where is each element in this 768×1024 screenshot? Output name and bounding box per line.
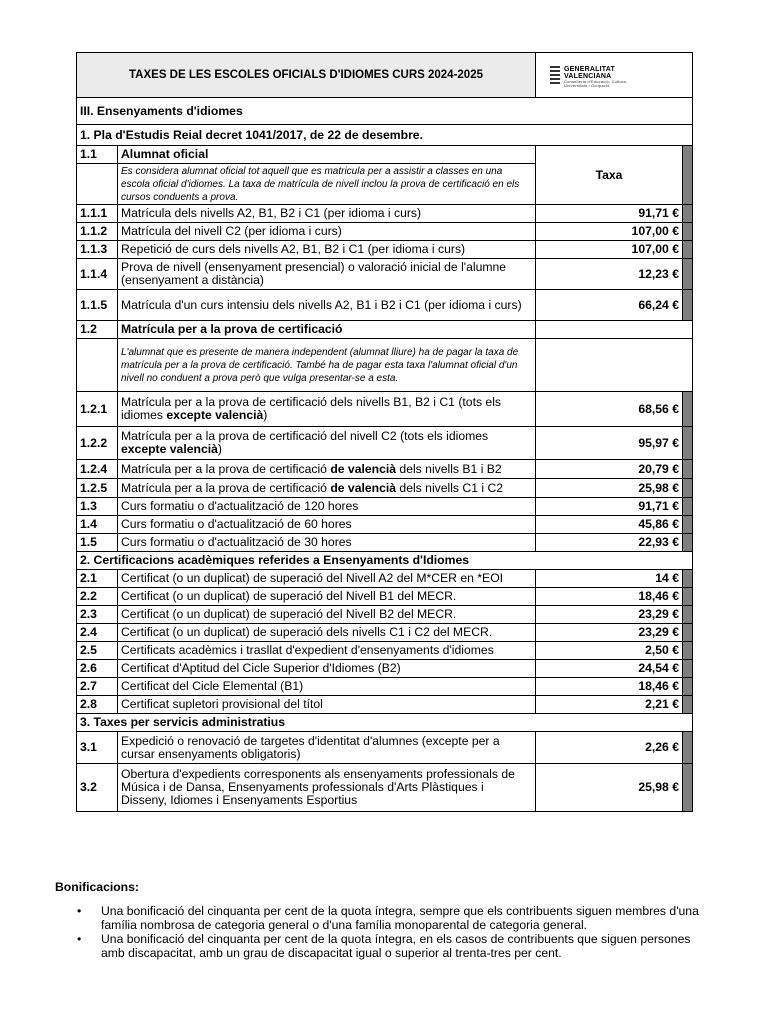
logo-name: GENERALITAT [564, 66, 615, 73]
bonificacio-item: • Una bonificació del cinquanta per cent de la quota íntegra, en els casos de contribuents que siguen persones amb discapacitat, amb un grau de discapacitat igual o superior al trenta-tres per cent. [55, 932, 715, 960]
fee-row [77, 259, 693, 290]
fee-row [77, 660, 693, 678]
gray-bar [683, 259, 693, 290]
fee-row [77, 223, 693, 241]
fee-amount: 25,98 € [536, 479, 683, 498]
group-1-2-title-row [77, 321, 693, 339]
fee-amount: 24,54 € [536, 660, 683, 678]
header-row [77, 53, 693, 98]
fee-description: Certificat del Cicle Elemental (B1) [118, 678, 536, 696]
gray-bar [683, 678, 693, 696]
fee-description: Certificat (o un duplicat) de superació del Nivell A2 del M*CER en *EOI [118, 570, 536, 588]
fee-amount: 18,46 € [536, 588, 683, 606]
fee-row [77, 460, 693, 479]
fee-code: 1.2.4 [77, 460, 118, 479]
fee-amount: 2,26 € [536, 732, 683, 764]
logo-name-2: VALENCIANA [564, 73, 612, 80]
fee-description [118, 479, 536, 498]
fee-row [77, 696, 693, 714]
fee-code: 1.1.5 [77, 290, 118, 321]
fee-description [118, 392, 536, 427]
desc-emphasis: de valencià [330, 480, 397, 495]
fee-amount: 107,00 € [536, 241, 683, 259]
logo-sub-1: Conselleria d'Educació, Cultura, [564, 79, 628, 84]
fee-code: 2.3 [77, 606, 118, 624]
fee-code: 1.1.1 [77, 205, 118, 223]
section-2-heading: 2. Certificacions acadèmiques referides a Ensenyaments d'Idiomes [77, 552, 693, 570]
gray-bar [683, 588, 693, 606]
fee-description: Matrícula d'un curs intensiu dels nivells A2, B1 i B2 i C1 (per idioma i curs) [118, 290, 536, 321]
fee-description: Matrícula del nivell C2 (per idioma i curs) [118, 223, 536, 241]
fee-description: Expedició o renovació de targetes d'identitat d'alumnes (excepte per a cursar ensenyaments obligatoris) [118, 732, 536, 764]
logo-cell [536, 53, 693, 98]
taxa-header: Taxa [536, 146, 683, 205]
section-3-heading: 3. Taxes per servicis administratius [77, 714, 693, 732]
fee-row [77, 588, 693, 606]
desc-part: Matrícula per a la prova de certificació dels nivells B1, B2 i C1 (tots els idiomes [121, 395, 502, 422]
desc-emphasis: de valencià [330, 461, 397, 476]
group-1-1-num: 1.1 [77, 146, 118, 164]
gray-bar [683, 392, 693, 427]
desc-emphasis: excepte valencià [166, 408, 264, 422]
group-1-1-title: Alumnat oficial [118, 146, 536, 164]
gray-bar [683, 534, 693, 552]
section-1-heading: 1. Pla d'Estudis Reial decret 1041/2017, de 22 de desembre. [77, 125, 693, 146]
fee-amount: 45,86 € [536, 516, 683, 534]
fee-code: 1.2.5 [77, 479, 118, 498]
fee-row [77, 392, 693, 427]
fees-table [76, 52, 693, 812]
fee-code: 2.6 [77, 660, 118, 678]
fee-code: 2.5 [77, 642, 118, 660]
fee-code: 2.7 [77, 678, 118, 696]
fee-row [77, 479, 693, 498]
fee-description: Matrícula dels nivells A2, B1, B2 i C1 (per idioma i curs) [118, 205, 536, 223]
fee-code: 2.8 [77, 696, 118, 714]
fee-amount: 18,46 € [536, 678, 683, 696]
section-III-row [77, 98, 693, 125]
fee-code: 1.1.3 [77, 241, 118, 259]
fee-row [77, 764, 693, 812]
desc-part: Matrícula per a la prova de certificació del nivell C2 (tots els idiomes [121, 429, 489, 443]
fee-code: 1.3 [77, 498, 118, 516]
desc-part: ) [217, 442, 222, 456]
gray-bar [683, 570, 693, 588]
group-1-1-title-row [77, 146, 693, 164]
fee-row [77, 732, 693, 764]
gray-bar [683, 606, 693, 624]
fee-description: Repetició de curs dels nivells A2, B1, B2 i C1 (per idioma i curs) [118, 241, 536, 259]
fee-description: Certificat d'Aptitud del Cicle Superior d'Idiomes (B2) [118, 660, 536, 678]
group-1-2-num: 1.2 [77, 321, 118, 339]
gray-bar [683, 223, 693, 241]
logo-sub-2: Universitats i Ocupació [564, 83, 610, 88]
gray-bar [683, 460, 693, 479]
fee-description: Curs formatiu o d'actualització de 30 hores [118, 534, 536, 552]
gray-bar [683, 146, 693, 205]
fee-amount: 20,79 € [536, 460, 683, 479]
fee-amount: 2,21 € [536, 696, 683, 714]
fee-code: 1.5 [77, 534, 118, 552]
gray-bar [683, 241, 693, 259]
fee-amount: 12,23 € [536, 259, 683, 290]
fee-amount: 91,71 € [536, 498, 683, 516]
fee-row [77, 205, 693, 223]
fee-code: 1.2.1 [77, 392, 118, 427]
group-1-2-note: L'alumnat que es presente de manera independent (alumnat lliure) ha de pagar la taxa de matrícula per a la prova de certificació. També ha de pagar esta taxa l'alumnat oficial d'un nivell no conduent a prova però que vulga presentar-se a esta. [118, 339, 536, 392]
desc-part: Matrícula per a la prova de certificació [121, 480, 331, 495]
fee-amount: 66,24 € [536, 290, 683, 321]
fee-description: Curs formatiu o d'actualització de 60 hores [118, 516, 536, 534]
fee-code: 3.2 [77, 764, 118, 812]
fee-amount: 25,98 € [536, 764, 683, 812]
fee-description: Certificat (o un duplicat) de superació del Nivell B2 del MECR. [118, 606, 536, 624]
fee-description: Certificat (o un duplicat) de superació del Nivell B1 del MECR. [118, 588, 536, 606]
desc-part: dels nivells B1 i B2 [396, 461, 502, 476]
desc-part: dels nivells C1 i C2 [396, 480, 504, 495]
fee-code: 1.1.2 [77, 223, 118, 241]
coat-of-arms-icon [550, 66, 560, 84]
fee-description [118, 427, 536, 460]
gray-bar [683, 660, 693, 678]
fee-amount: 2,50 € [536, 642, 683, 660]
fee-row [77, 241, 693, 259]
desc-part: ) [263, 408, 268, 422]
fee-row [77, 570, 693, 588]
fee-amount: 23,29 € [536, 624, 683, 642]
fee-description: Certificats acadèmics i trasllat d'expedient d'ensenyaments d'idiomes [118, 642, 536, 660]
section-2-row [77, 552, 693, 570]
fee-code: 1.2.2 [77, 427, 118, 460]
fee-description: Obertura d'expedients corresponents als ensenyaments professionals de Música i de Dansa, Ensenyaments professionals d'Arts Plàstiques i Disseny, Idiomes i Ensenyaments Esportius [118, 764, 536, 812]
group-1-1-note: Es considera alumnat oficial tot aquell que es matricula per a assistir a classes en una escola oficial d'idiomes. La taxa de matrícula de nivell inclou la prova de certificació en els cursos conduents a prova. [118, 164, 536, 205]
fee-row [77, 534, 693, 552]
gray-bar [683, 498, 693, 516]
document-title: TAXES DE LES ESCOLES OFICIALS D'IDIOMES CURS 2024-2025 [77, 53, 536, 98]
fee-row [77, 498, 693, 516]
fee-description: Curs formatiu o d'actualització de 120 hores [118, 498, 536, 516]
section-III-heading: III. Ensenyaments d'idiomes [77, 98, 693, 125]
fee-description: Prova de nivell (ensenyament presencial) o valoració inicial de l'alumne (ensenyament a distància) [118, 259, 536, 290]
gray-bar [683, 479, 693, 498]
fee-amount: 22,93 € [536, 534, 683, 552]
fee-description: Certificat (o un duplicat) de superació dels nivells C1 i C2 del MECR. [118, 624, 536, 642]
gray-bar [683, 696, 693, 714]
generalitat-logo [536, 62, 692, 88]
section-3-row [77, 714, 693, 732]
gray-bar [683, 732, 693, 764]
fee-amount: 91,71 € [536, 205, 683, 223]
fee-row [77, 642, 693, 660]
group-1-2-title: Matrícula per a la prova de certificació [118, 321, 536, 339]
gray-bar [683, 624, 693, 642]
gray-bar [683, 642, 693, 660]
fee-code: 2.4 [77, 624, 118, 642]
fee-amount: 14 € [536, 570, 683, 588]
fee-amount: 107,00 € [536, 223, 683, 241]
fee-row [77, 516, 693, 534]
section-1-row [77, 125, 693, 146]
fee-row [77, 427, 693, 460]
fee-row [77, 624, 693, 642]
bonificacio-item: • Una bonificació del cinquanta per cent de la quota íntegra, sempre que els contribuents siguen membres d'una família nombrosa de categoria general o d'una família monoparental de categoria general. [55, 904, 715, 932]
gray-bar [683, 516, 693, 534]
fee-row [77, 606, 693, 624]
gray-bar [683, 427, 693, 460]
fee-description: Certificat supletori provisional del títol [118, 696, 536, 714]
fee-amount: 23,29 € [536, 606, 683, 624]
fee-code: 2.2 [77, 588, 118, 606]
fee-row [77, 678, 693, 696]
fee-row [77, 290, 693, 321]
fee-code: 2.1 [77, 570, 118, 588]
fee-amount: 95,97 € [536, 427, 683, 460]
fee-code: 1.1.4 [77, 259, 118, 290]
fee-amount: 68,56 € [536, 392, 683, 427]
desc-emphasis: excepte valencià [121, 442, 218, 456]
group-1-2-note-row [77, 339, 693, 392]
fee-code: 1.4 [77, 516, 118, 534]
desc-part: Matrícula per a la prova de certificació [121, 461, 331, 476]
gray-bar [683, 290, 693, 321]
fee-code: 3.1 [77, 732, 118, 764]
fee-description [118, 460, 536, 479]
gray-bar [683, 764, 693, 812]
gray-bar [683, 205, 693, 223]
bonificacions-list [55, 904, 715, 960]
bonificacions-title: Bonificacions: [55, 880, 139, 894]
